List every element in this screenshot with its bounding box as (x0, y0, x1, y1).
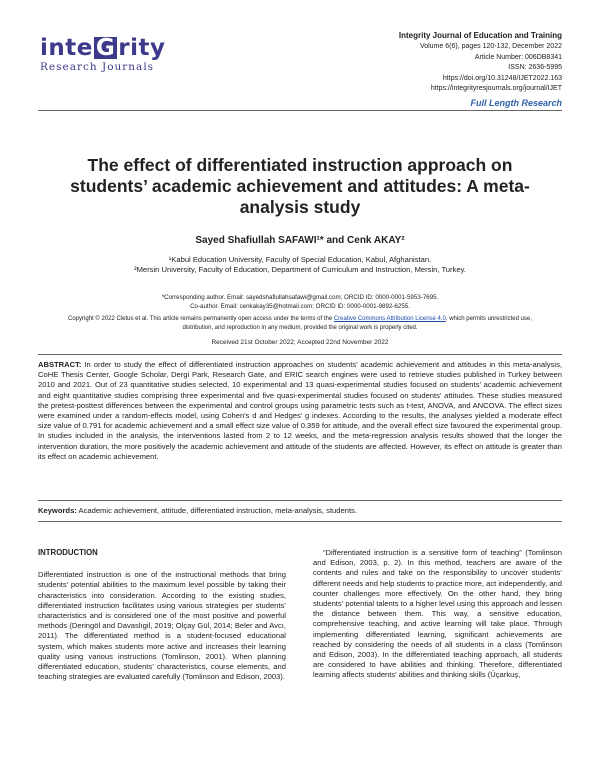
journal-logo (40, 35, 166, 73)
journal-url[interactable]: https://integrityresjournals.org/journal/IJET (430, 85, 562, 92)
abstract-bottom-rule (38, 500, 562, 501)
keywords-label: Keywords: (38, 506, 77, 515)
keywords (38, 506, 562, 516)
abstract-label: ABSTRACT: (38, 360, 82, 369)
logo-box-letter: G (95, 35, 116, 61)
right-column (313, 548, 562, 681)
affiliations (0, 255, 600, 275)
abstract-top-rule (38, 354, 562, 355)
journal-title: Integrity Journal of Education and Training (398, 31, 562, 40)
keywords-bottom-rule (38, 521, 562, 522)
affiliation-2: ²Mersin University, Faculty of Education, Department of Curriculum and Instruction, Mersin, Turkey. (134, 265, 466, 274)
abstract-text: In order to study the effect of differentiated instruction approaches on students’ academic achievement and attitudes in this meta-analysis, CoHE Thesis Center, Google Scholar, Dergi Park, Research Gate, and ERIC search engines were used to retrieve studies published in Turkey between 2010 and 2021. Out of 23 quantitative studies selected, 10 experimental and 13 quasi-experimental studies focused on students’ academic achievement and eight quantitative studies comprising three experimental and five quasi-experimental studies focused on students’ attitudes. These studies measured the pretest-posttest differences between the experimental and control groups using parametric tests such as t-test, ANOVA, and ANCOVA. The effect sizes were examined under a random-effects model, using Cohen's d and Hedges' g indexes. According to the results, the analyses yielded a moderate effect size value of 0.791 for academic achievement and a small effect size value of 0.359 for attitude, and the overall effect size favoured the experimental group. In studies included in the analysis, the interventions lasted from 2 to 12 weeks, and the meta-regression analysis results showed that the longer the intervention duration, the more positively the academic achievement and attitude of the students are affected. However, its effect on attitude is greater than its effect on academic achievement. (38, 360, 562, 461)
left-column (38, 548, 286, 682)
section-heading-introduction: INTRODUCTION (38, 548, 98, 557)
abstract (38, 360, 562, 462)
journal-volume: Volume 6(6), pages 120-132, December 2022 (419, 43, 562, 50)
journal-header (399, 30, 562, 95)
paper-authors: Sayed Shafiullah SAFAWI¹* and Cenk AKAY² (195, 235, 405, 246)
logo-wordmark: inte G rity (40, 35, 166, 61)
doi-link[interactable]: https://doi.org/10.31248/IJET2022.163 (442, 74, 562, 82)
corresponding-author: *Corresponding author. Email: sayedshafiullahsafawi@gmail.com; ORCID ID: 0000-0001-5953-7695. (161, 294, 439, 301)
issn: ISSN: 2636-5995 (508, 64, 562, 71)
keywords-text: Academic achievement, attitude, differentiated instruction, meta-analysis, students. (76, 506, 357, 515)
co-author: Co-author. Email: cenkakay35@hotmail.com; ORCID ID: 0000-0001-9892-6255. (190, 303, 410, 310)
header-divider (38, 110, 562, 111)
received-dates: Received 21st October 2022; Accepted 22nd November 2022 (211, 339, 389, 346)
article-number: Article Number: 006DB8341 (474, 53, 562, 61)
article-type: Full Length Research (470, 98, 562, 108)
license-link[interactable]: Creative Commons Attribution License 4.0 (333, 316, 446, 322)
correspondence (0, 293, 600, 311)
copyright-notice: Copyright © 2022 Cletus et al. This article remains permanently open access under the terms of the Creative Commons Attribution License 4.0, which permits unrestricted use, distribution, and reproduction in any medium, provided the original work is properly cited. (68, 316, 532, 331)
paper-title: The effect of differentiated instruction approach on students’ academic achievement and attitudes: A meta-analysis study (70, 155, 530, 217)
paragraph: Differentiated instruction is one of the instructional methods that bring students’ potential abilities to the maximum level possible by taking their characteristics into consideration. According to the existing studies, differentiated instruction facilitates using various strategies per students’ characteristics and is considered one of the most positive and powerful methods (Deringöl and Davaslıgil, 2019; Olçay Gül, 2014; Beler and Avcı, 2011). The differentiated method is a student-focused educational system, which makes students more active and increases their learning quality using various instructions (Tomlinson, 2001). When planning differentiated education, students’ characteristics, course elements, and teaching strategies are evaluated carefully (Tomlinson and Edison, 2003). (38, 570, 286, 682)
affiliation-1: ¹Kabul Education University, Faculty of Special Education, Kabul, Afghanistan. (168, 255, 432, 264)
paragraph: “Differentiated instruction is a sensitive form of teaching” (Tomlinson and Edison, 2003, p. 2). In this method, teachers are aware of the contents and rules and take on the responsibility to uncover students’ different needs and help students to practice more, act independently, and counter challenges more effectively. On the other hand, they bring students’ potential talents to a higher level using this approach and lessen the distance between them. This way, a sensitive education, comprehensive teaching, and active learning will take place. Through implementing differentiated learning, significant achievements are reached by considering the needs of all students in a class (Tomlinson and Edison, 2003). In the differentiated teaching approach, all students are considered to have abilities and thinking. Therefore, differentiated learning affects students’ abilities and thinking skills (Üçarkuş, (313, 548, 562, 680)
logo-subtitle: Research Journals (40, 61, 155, 73)
